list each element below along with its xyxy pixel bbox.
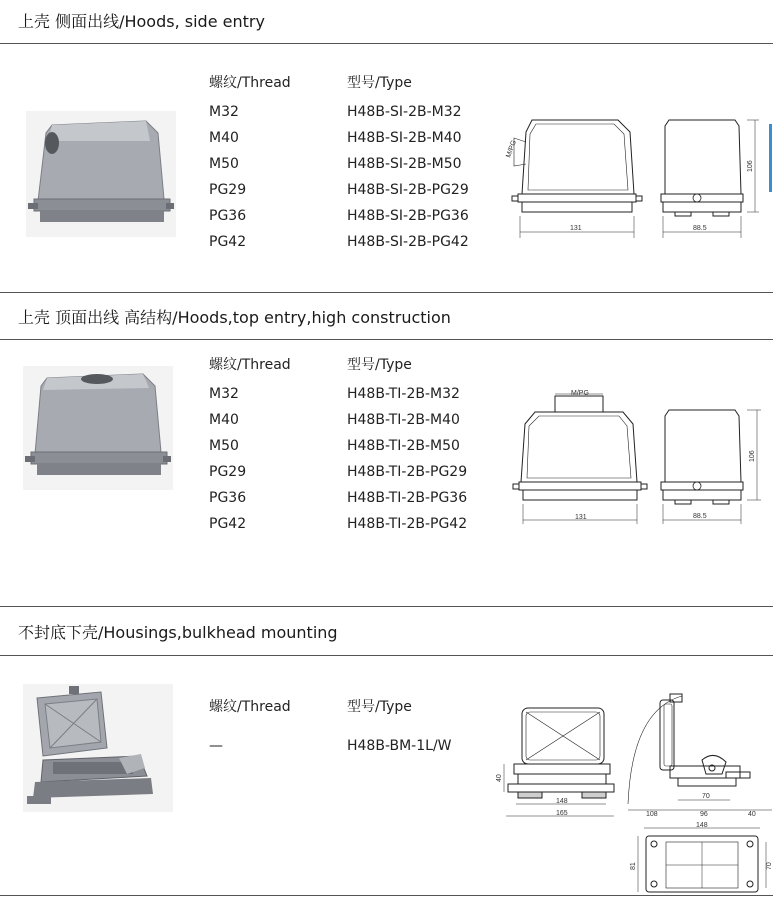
bulkhead-top-drawing: [626, 822, 773, 896]
section-divider: [0, 43, 773, 44]
bulkhead-side-drawing: [622, 690, 773, 820]
dim-entry-label: M/PG: [571, 390, 589, 397]
side-entry-side-drawing: [655, 112, 773, 240]
thread-cell: M50: [209, 438, 239, 454]
thread-cell: M40: [209, 412, 239, 428]
dim-top-height-left: 81: [630, 862, 637, 870]
thread-cell: M32: [209, 386, 239, 402]
thread-cell: PG29: [209, 464, 247, 480]
thread-cell: PG36: [209, 208, 247, 224]
type-cell: H48B-SI-2B-M50: [347, 156, 462, 172]
section-title-side-entry: 上壳 侧面出线/Hoods, side entry: [18, 12, 265, 31]
dim-height-label: 106: [749, 450, 756, 462]
section-divider: [0, 655, 773, 656]
dim-width-label: 131: [575, 514, 587, 521]
section-divider: [0, 292, 773, 293]
thread-cell: M50: [209, 156, 239, 172]
top-entry-side-drawing: [655, 402, 771, 526]
dim-side-b: 96: [700, 811, 708, 818]
thread-cell: M40: [209, 130, 239, 146]
type-cell: H48B-TI-2B-M50: [347, 438, 460, 454]
section-divider: [0, 895, 773, 896]
thread-column-header: 螺纹/Thread: [209, 699, 291, 715]
dim-width-label: 131: [570, 225, 582, 232]
section-title-top-entry: 上壳 顶面出线 高结构/Hoods,top entry,high construction: [18, 308, 451, 327]
thread-cell: —: [209, 738, 223, 754]
dim-depth-label: 88.5: [693, 225, 707, 232]
housing-bulkhead-image: [23, 684, 173, 812]
thread-cell: PG29: [209, 182, 247, 198]
type-cell: H48B-SI-2B-M32: [347, 104, 462, 120]
dim-depth-label: 88.5: [693, 513, 707, 520]
type-cell: H48B-TI-2B-M32: [347, 386, 460, 402]
thread-column-header: 螺纹/Thread: [209, 357, 291, 373]
hood-top-entry-photo: [23, 366, 173, 490]
bulkhead-front-drawing: [494, 704, 620, 824]
dim-front-inner: 148: [556, 798, 568, 805]
section-divider: [0, 606, 773, 607]
type-column-header: 型号/Type: [347, 699, 412, 715]
dim-entry-label: M/PG: [505, 139, 518, 159]
dim-front-height: 40: [496, 774, 503, 782]
type-cell: H48B-SI-2B-M40: [347, 130, 462, 146]
dim-front-outer: 165: [556, 810, 568, 817]
type-cell: H48B-TI-2B-PG42: [347, 516, 468, 532]
side-entry-front-drawing: [500, 112, 650, 240]
thread-column-header: 螺纹/Thread: [209, 75, 291, 91]
thread-cell: PG42: [209, 234, 247, 250]
type-cell: H48B-BM-1L/W: [347, 738, 452, 754]
hood-top-entry-image: [23, 366, 173, 490]
dim-side-c: 70: [702, 793, 710, 800]
hood-side-entry-photo: [26, 111, 176, 237]
dim-side-d: 40: [748, 811, 756, 818]
dim-height-label: 106: [747, 160, 754, 172]
type-cell: H48B-TI-2B-PG36: [347, 490, 468, 506]
type-column-header: 型号/Type: [347, 357, 412, 373]
section-title-bulkhead: 不封底下壳/Housings,bulkhead mounting: [18, 623, 338, 642]
dim-top-height-right: 70: [766, 862, 773, 870]
hood-side-entry-image: [26, 111, 176, 237]
thread-cell: M32: [209, 104, 239, 120]
type-cell: H48B-SI-2B-PG42: [347, 234, 469, 250]
housing-bulkhead-photo: [23, 684, 173, 812]
top-entry-front-drawing: [505, 386, 655, 526]
thread-cell: PG42: [209, 516, 247, 532]
dim-top-width: 148: [696, 822, 708, 829]
type-cell: H48B-TI-2B-PG29: [347, 464, 468, 480]
type-cell: H48B-SI-2B-PG29: [347, 182, 469, 198]
type-cell: H48B-SI-2B-PG36: [347, 208, 469, 224]
section-divider: [0, 339, 773, 340]
type-column-header: 型号/Type: [347, 75, 412, 91]
thread-cell: PG36: [209, 490, 247, 506]
dim-side-a: 108: [646, 811, 658, 818]
type-cell: H48B-TI-2B-M40: [347, 412, 460, 428]
